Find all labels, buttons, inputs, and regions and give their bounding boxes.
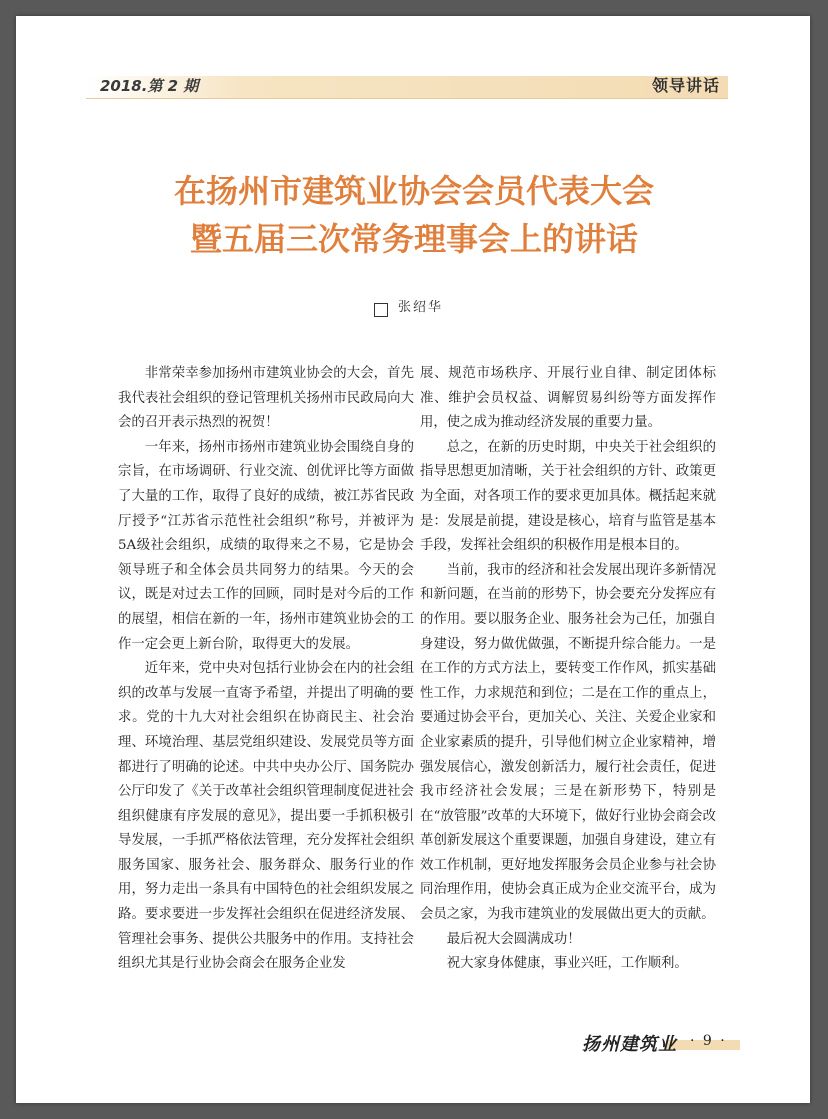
body-paragraph: 当前，我市的经济和社会发展出现许多新情况和新问题，在当前的形势下，协会要充分发挥应有的作用。要以服务企业、服务社会为己任，加强自身建设，努力做优做强，不断提升综合能力。一是在工作的方式方法上，要转变工作作风，抓实基础性工作，力求规范和到位；二是在工作的重点上，要通过协会平台，更加关心、关注、关爱企业家和企业家素质的提升，引导他们树立企业家精神，增强发展信心，激发创新活力，履行社会责任，促进我市经济社会发展；三是在新形势下，特别是在“放管服”改革的大环境下，做好行业协会商会改革创新发展这个重要课题，加强自身建设，建立有效工作机制，更好地发挥服务会员企业参与社会协同治理作用，使协会真正成为企业交流平台，成为会员之家，为我市建筑业的发展做出更大的贡献。 [420,562,716,923]
body-paragraph: 总之，在新的历史时期，中央关于社会组织的指导思想更加清晰，关于社会组织的方针、政策更为全面，对各项工作的要求更加具体。概括起来就是：发展是前提，建设是核心，培育与监管是基本手段，发挥社会组织的积极作用是根本目的。 [420,439,716,554]
article-title-line-2: 暨五届三次常务理事会上的讲话 [189,220,638,258]
page-number: · 9 · [690,1033,727,1049]
magazine-logo: 扬州建筑业 [582,1034,677,1055]
body-paragraph: 近年来，党中央对包括行业协会在内的社会组织的改革与发展一直寄予希望，并提出了明确的要求。党的十九大对社会组织在协商民主、社会治理、环境治理、基层党组织建设、发展党员等方面都进行了明确的论述。中共中央办公厅、国务院办公厅印发了《关于改革社会组织管理制度促进社会组织健康有序发展的意见》，提出要一手抓积极引导发展，一手抓严格依法管理，充分发挥社会组织服务国家、服务社会、服务群众、服务行业的作用，努力走出一条具有中国特色的社会组织发展之路。要求要进一步发挥社会组织在促进经济发展、管理社会事务、提供公共服务中的作用。支持社会组织尤其是行业协会商会在服务企业发 [118,661,414,972]
body-paragraph: 祝大家身体健康，事业兴旺，工作顺利。 [446,956,688,972]
body-paragraph: 非常荣幸参加扬州市建筑业协会的大会，首先我代表社会组织的登记管理机关扬州市民政局向大会的召开表示热烈的祝贺！ [118,366,414,431]
section-label: 领导讲话 [651,76,720,95]
article-title-line-1: 在扬州市建筑业协会会员代表大会 [173,172,654,210]
body-paragraph: 一年来，扬州市扬州市建筑业协会围绕自身的宗旨，在市场调研、行业交流、创优评比等方面做了大量的工作，取得了良好的成绩，被江苏省民政厅授予“江苏省示范性社会组织”称号，并被评为5A级社会组织，成绩的取得来之不易，它是协会领导班子和全体会员共同努力的结果。今天的会议，既是对过去工作的回顾，同时是对今后的工作的展望，相信在新的一年，扬州市建筑业协会的工作一定会更上新台阶，取得更大的发展。 [118,439,414,652]
issue-label: 2018.第 2 期 [100,77,199,95]
author-square-icon [374,303,388,317]
body-paragraph: 最后祝大会圆满成功！ [446,931,581,947]
body-column-left [118,362,414,977]
author-name: 张绍华 [398,300,444,315]
body-column-right [420,362,716,977]
body-paragraph-continued: 展、规范市场秩序、开展行业自律、制定团体标准、维护会员权益、调解贸易纠纷等方面发挥作用，使之成为推动经济发展的重要力量。 [420,366,716,431]
